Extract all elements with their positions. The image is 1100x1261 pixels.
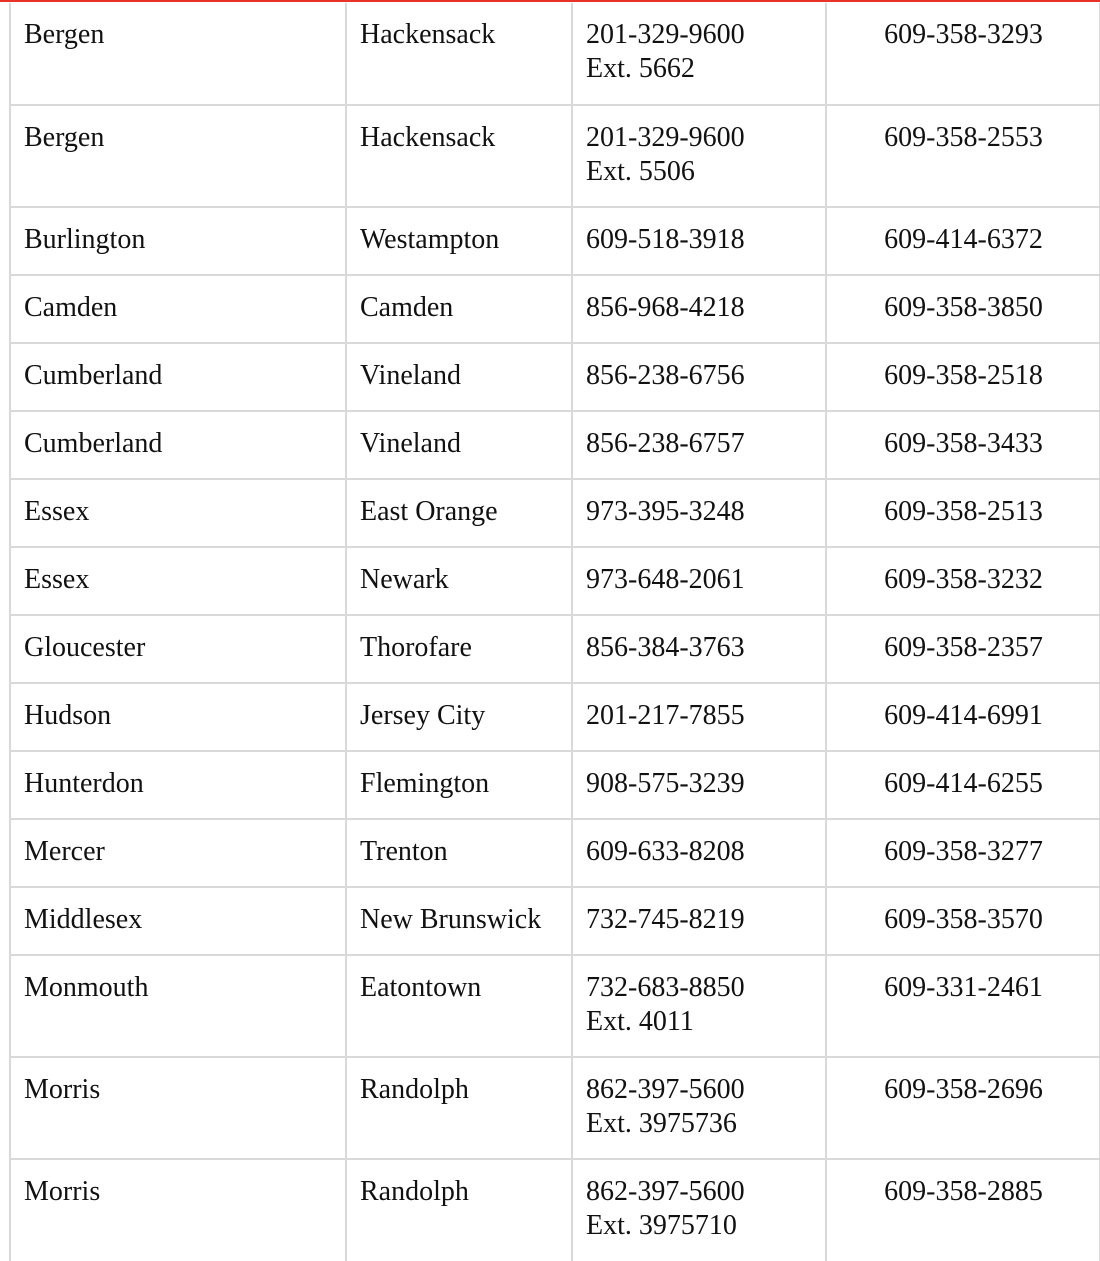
city-name: Westampton: [360, 224, 500, 255]
phone-cell: [572, 615, 826, 683]
fax-cell: [826, 955, 1100, 1057]
table-row: [10, 887, 1100, 955]
county-cell: [10, 955, 346, 1057]
phone-number: 732-745-8219: [586, 904, 745, 935]
county-name: Essex: [24, 564, 90, 595]
county-cell: [10, 887, 346, 955]
phone-number: 609-518-3918: [586, 224, 745, 255]
fax-cell: [826, 887, 1100, 955]
city-name: Eatontown: [360, 972, 482, 1003]
top-rule: [0, 0, 1100, 2]
phone-number: 856-238-6757: [586, 428, 745, 459]
fax-cell: [826, 683, 1100, 751]
city-name: Vineland: [360, 428, 461, 459]
fax-number: 609-358-3293: [884, 19, 1043, 50]
city-name: Randolph: [360, 1074, 469, 1105]
city-cell: [346, 819, 572, 887]
city-name: Thorofare: [360, 632, 472, 663]
county-name: Morris: [24, 1074, 101, 1105]
city-name: Newark: [360, 564, 449, 595]
phone-number: 201-217-7855: [586, 700, 745, 731]
phone-number: 973-648-2061: [586, 564, 745, 595]
county-name: Mercer: [24, 836, 105, 867]
table-row: [10, 819, 1100, 887]
city-cell: [346, 1159, 572, 1261]
phone-number: 609-633-8208: [586, 836, 745, 867]
table-row: [10, 1159, 1100, 1261]
fax-cell: [826, 275, 1100, 343]
city-cell: [346, 955, 572, 1057]
fax-cell: [826, 615, 1100, 683]
county-cell: [10, 615, 346, 683]
table-row: [10, 105, 1100, 207]
fax-number: 609-358-2357: [884, 632, 1043, 663]
table-row: [10, 615, 1100, 683]
city-cell: [346, 547, 572, 615]
county-name: Camden: [24, 292, 118, 323]
city-cell: [346, 1057, 572, 1159]
fax-number: 609-358-2696: [884, 1074, 1043, 1105]
county-cell: [10, 1057, 346, 1159]
county-cell: [10, 683, 346, 751]
fax-number: 609-331-2461: [884, 972, 1043, 1003]
city-cell: [346, 207, 572, 275]
city-name: Trenton: [360, 836, 448, 867]
city-name: East Orange: [360, 496, 498, 527]
table-row: [10, 479, 1100, 547]
phone-cell: [572, 105, 826, 207]
office-directory-table: [9, 3, 1100, 1261]
county-cell: [10, 819, 346, 887]
fax-cell: [826, 1057, 1100, 1159]
table-row: [10, 275, 1100, 343]
fax-number: 609-358-2885: [884, 1176, 1043, 1207]
office-directory-body: [10, 3, 1100, 1261]
county-name: Gloucester: [24, 632, 146, 663]
fax-cell: [826, 343, 1100, 411]
table-row: [10, 343, 1100, 411]
county-name: Burlington: [24, 224, 146, 255]
fax-cell: [826, 411, 1100, 479]
county-cell: [10, 105, 346, 207]
table-row: [10, 1057, 1100, 1159]
county-cell: [10, 547, 346, 615]
table-row: [10, 751, 1100, 819]
county-cell: [10, 411, 346, 479]
city-name: Camden: [360, 292, 454, 323]
fax-number: 609-358-3277: [884, 836, 1043, 867]
phone-cell: [572, 411, 826, 479]
fax-number: 609-414-6372: [884, 224, 1043, 255]
phone-cell: [572, 683, 826, 751]
phone-extension: Ext. 3975710: [586, 1210, 737, 1241]
fax-cell: [826, 3, 1100, 105]
phone-cell: [572, 955, 826, 1057]
county-name: Monmouth: [24, 972, 149, 1003]
city-cell: [346, 887, 572, 955]
phone-number: 862-397-5600: [586, 1074, 745, 1105]
phone-cell: [572, 275, 826, 343]
table-row: [10, 547, 1100, 615]
city-cell: [346, 275, 572, 343]
city-cell: [346, 683, 572, 751]
city-name: Hackensack: [360, 19, 496, 50]
fax-number: 609-358-2513: [884, 496, 1043, 527]
city-cell: [346, 105, 572, 207]
table-row: [10, 411, 1100, 479]
table-row: [10, 3, 1100, 105]
table-row: [10, 207, 1100, 275]
phone-extension: Ext. 3975736: [586, 1108, 737, 1139]
city-name: Hackensack: [360, 122, 496, 153]
table-row: [10, 955, 1100, 1057]
phone-cell: [572, 343, 826, 411]
phone-cell: [572, 207, 826, 275]
phone-number: 732-683-8850: [586, 972, 745, 1003]
fax-number: 609-358-2553: [884, 122, 1043, 153]
fax-cell: [826, 105, 1100, 207]
fax-cell: [826, 1159, 1100, 1261]
phone-cell: [572, 819, 826, 887]
phone-number: 856-238-6756: [586, 360, 745, 391]
phone-extension: Ext. 4011: [586, 1006, 694, 1037]
phone-number: 201-329-9600: [586, 19, 745, 50]
fax-cell: [826, 479, 1100, 547]
phone-number: 856-968-4218: [586, 292, 745, 323]
phone-extension: Ext. 5662: [586, 53, 695, 84]
phone-number: 856-384-3763: [586, 632, 745, 663]
phone-number: 862-397-5600: [586, 1176, 745, 1207]
table-row: [10, 683, 1100, 751]
phone-cell: [572, 547, 826, 615]
fax-number: 609-414-6991: [884, 700, 1043, 731]
county-name: Cumberland: [24, 360, 163, 391]
city-name: Jersey City: [360, 700, 486, 731]
city-cell: [346, 479, 572, 547]
county-cell: [10, 3, 346, 105]
city-cell: [346, 615, 572, 683]
county-name: Cumberland: [24, 428, 163, 459]
county-cell: [10, 275, 346, 343]
fax-number: 609-358-3570: [884, 904, 1043, 935]
city-name: Randolph: [360, 1176, 469, 1207]
county-name: Morris: [24, 1176, 101, 1207]
fax-number: 609-358-2518: [884, 360, 1043, 391]
phone-cell: [572, 1159, 826, 1261]
phone-number: 908-575-3239: [586, 768, 745, 799]
city-name: New Brunswick: [360, 904, 542, 935]
city-name: Vineland: [360, 360, 461, 391]
phone-cell: [572, 751, 826, 819]
county-name: Middlesex: [24, 904, 143, 935]
phone-number: 973-395-3248: [586, 496, 745, 527]
county-name: Bergen: [24, 122, 105, 153]
county-cell: [10, 343, 346, 411]
phone-cell: [572, 887, 826, 955]
phone-extension: Ext. 5506: [586, 156, 695, 187]
county-name: Essex: [24, 496, 90, 527]
county-name: Hudson: [24, 700, 112, 731]
phone-cell: [572, 1057, 826, 1159]
city-cell: [346, 751, 572, 819]
county-name: Hunterdon: [24, 768, 144, 799]
fax-cell: [826, 819, 1100, 887]
city-cell: [346, 343, 572, 411]
county-cell: [10, 751, 346, 819]
fax-cell: [826, 207, 1100, 275]
county-name: Bergen: [24, 19, 105, 50]
city-cell: [346, 3, 572, 105]
county-cell: [10, 479, 346, 547]
county-cell: [10, 207, 346, 275]
fax-number: 609-358-3232: [884, 564, 1043, 595]
county-cell: [10, 1159, 346, 1261]
fax-cell: [826, 751, 1100, 819]
phone-cell: [572, 3, 826, 105]
fax-number: 609-358-3850: [884, 292, 1043, 323]
phone-cell: [572, 479, 826, 547]
city-cell: [346, 411, 572, 479]
fax-cell: [826, 547, 1100, 615]
fax-number: 609-358-3433: [884, 428, 1043, 459]
phone-number: 201-329-9600: [586, 122, 745, 153]
fax-number: 609-414-6255: [884, 768, 1043, 799]
city-name: Flemington: [360, 768, 490, 799]
